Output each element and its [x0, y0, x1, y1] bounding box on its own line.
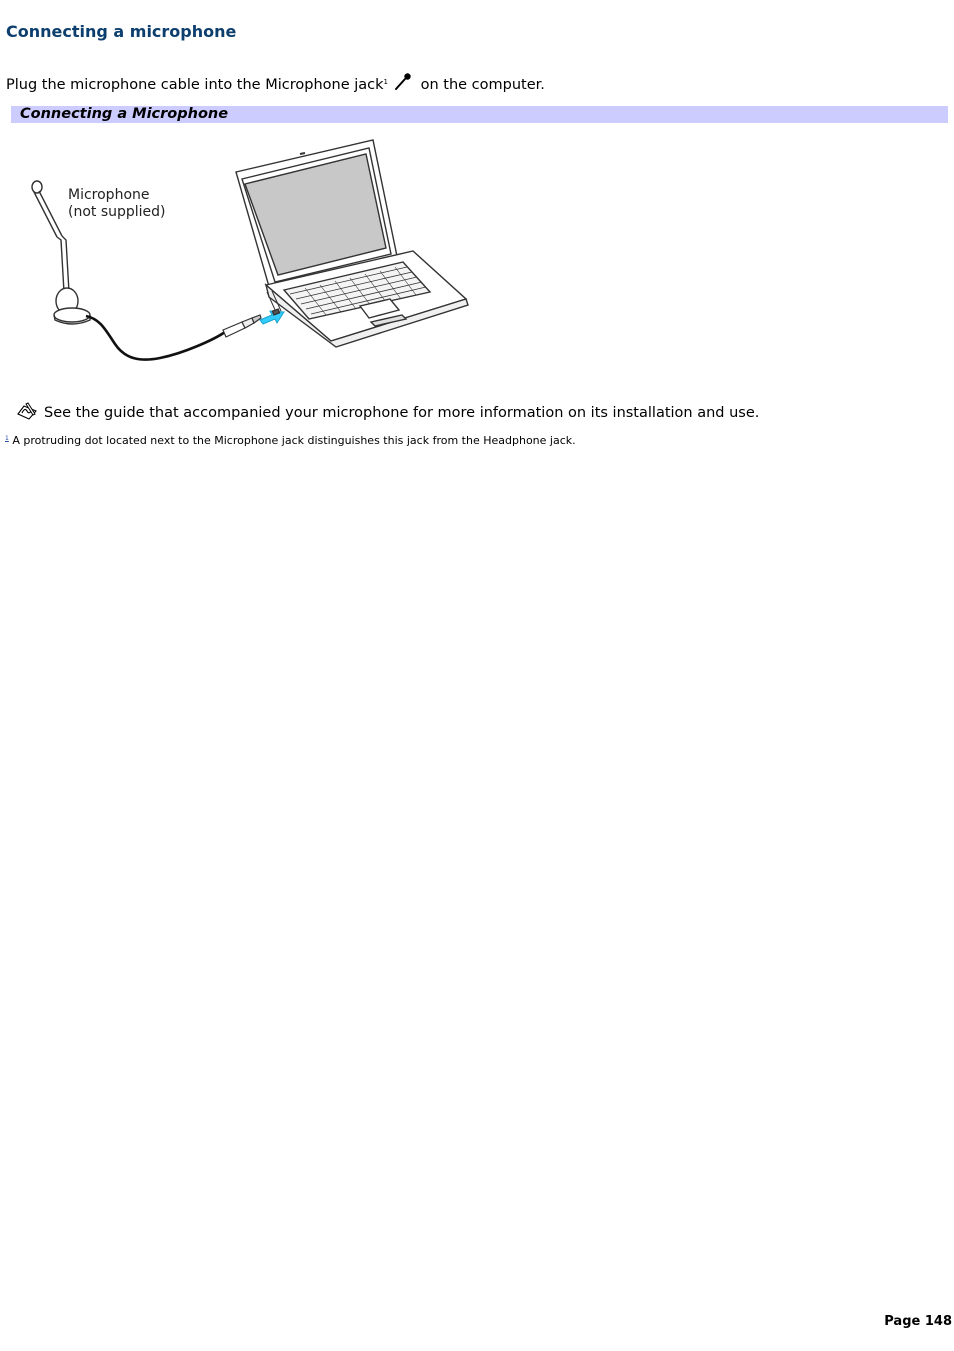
microphone-label-line1: Microphone: [68, 187, 150, 203]
intro-text: Plug the microphone cable into the Microphone jack: [6, 77, 384, 93]
footnote-number[interactable]: 1: [5, 435, 9, 442]
microphone-plug: [223, 315, 261, 337]
footnote: [5, 434, 576, 447]
microphone-label-line2: (not supplied): [68, 204, 166, 220]
microphone-connection-illustration: [20, 134, 475, 366]
note-text: See the guide that accompanied your microphone for more information on its installation and use.: [44, 405, 760, 421]
intro-paragraph: [6, 72, 545, 93]
microphone-cable: [86, 316, 225, 360]
intro-text-end: on the computer.: [415, 77, 545, 93]
insert-arrow: [260, 311, 284, 324]
note-paragraph: [16, 402, 759, 421]
caption-bar: [11, 106, 948, 123]
footnote-ref-link[interactable]: 1: [383, 78, 388, 86]
microphone-icon: [392, 72, 414, 90]
footnote-text: A protruding dot located next to the Microphone jack distinguishes this jack from the Headphone jack.: [8, 434, 576, 447]
page-number: Page 148: [884, 1314, 952, 1329]
page-title: Connecting a microphone: [6, 22, 237, 41]
note-pencil-icon: [16, 402, 40, 420]
caption-title: Connecting a Microphone: [20, 106, 229, 122]
